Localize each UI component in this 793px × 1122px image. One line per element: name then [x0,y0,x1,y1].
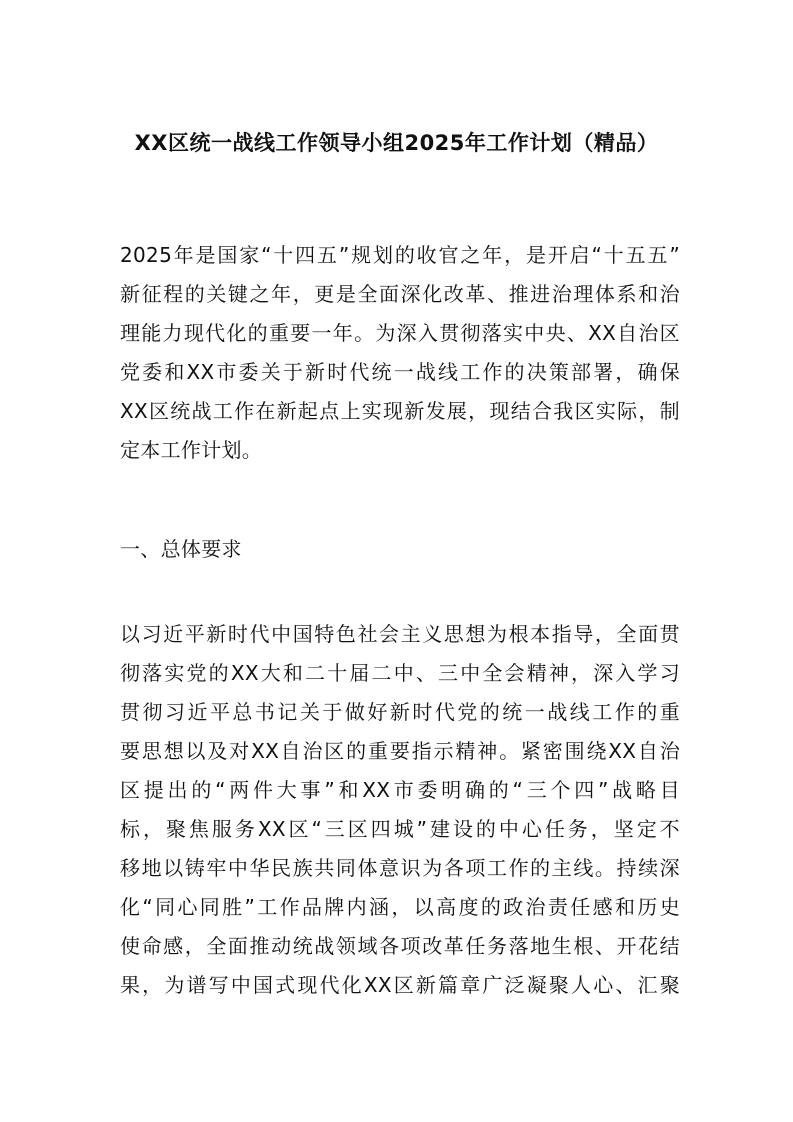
intro-line: 新征程的关键之年，更是全面深化改革、推进治理体系和治 [120,282,680,306]
body-paragraph [120,615,680,1005]
body-line: 使命感，全面推动统战领域各项改革任务落地生根、开花结 [120,934,680,958]
body-line: 果，为谱写中国式现代化XX区新篇章广泛凝聚人心、汇聚 [120,973,680,997]
section-heading: 一、总体要求 [120,537,242,561]
body-line: 贯彻习近平总书记关于做好新时代党的统一战线工作的重 [120,700,680,724]
document-title: XX区统一战线工作领导小组2025年工作计划（精品） [134,131,659,155]
intro-line: 党委和XX市委关于新时代统一战线工作的决策部署，确保 [120,360,680,384]
body-line: 化“同心同胜”工作品牌内涵，以高度的政治责任感和历史 [120,895,680,919]
body-line: 要思想以及对XX自治区的重要指示精神。紧密围绕XX自治 [120,739,680,763]
body-line: 标，聚焦服务XX区“三区四城”建设的中心任务，坚定不 [120,817,680,841]
body-line: 以习近平新时代中国特色社会主义思想为根本指导，全面贯 [120,622,680,646]
intro-line: XX区统战工作在新起点上实现新发展，现结合我区实际，制 [120,399,680,423]
intro-line: 理能力现代化的重要一年。为深入贯彻落实中央、XX自治区 [120,321,680,345]
body-line: 彻落实党的XX大和二十届二中、三中全会精神，深入学习 [120,661,680,685]
intro-line: 2025年是国家“十四五”规划的收官之年，是开启“十五五” [120,243,680,267]
intro-line: 定本工作计划。 [120,438,263,462]
intro-paragraph [120,236,680,470]
body-line: 移地以铸牢中华民族共同体意识为各项工作的主线。持续深 [120,856,680,880]
body-line: 区提出的“两件大事”和XX市委明确的“三个四”战略目 [120,778,680,802]
